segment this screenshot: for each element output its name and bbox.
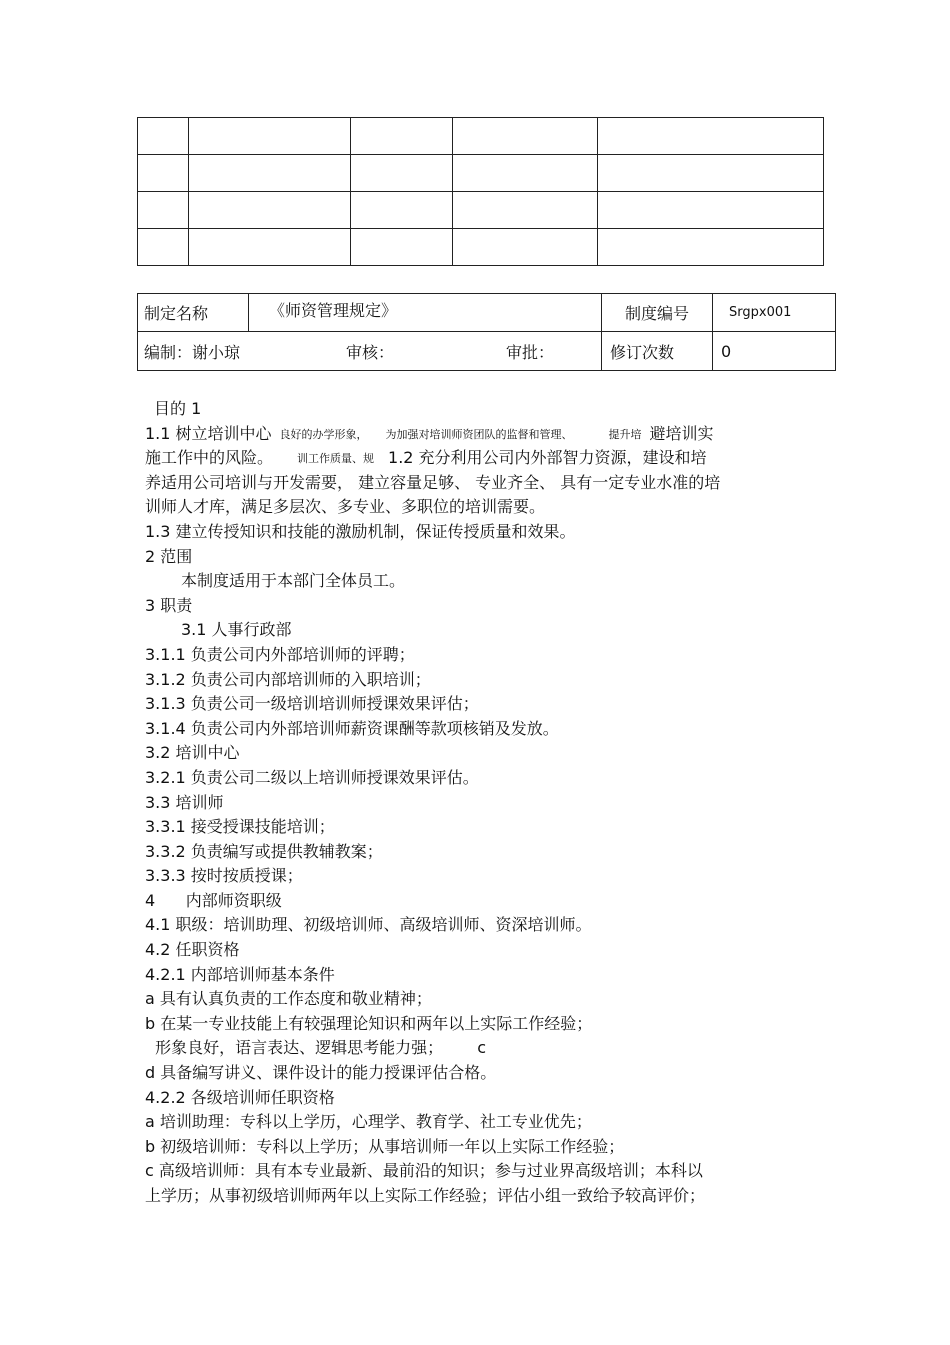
text-run: 为加强对培训师资团队的监督和管理、	[385, 427, 573, 441]
editor: 编制：谢小琼	[144, 342, 241, 362]
text-run: 施工作中的风险。	[145, 448, 274, 468]
paragraph: 3.1.3 负责公司一级培训培训师授课效果评估；	[145, 694, 479, 714]
paragraph: 目的 1	[154, 399, 202, 418]
paragraph: 3.2.1 负责公司二级以上培训师授课效果评估。	[145, 767, 479, 787]
paragraph	[145, 422, 810, 447]
paragraph	[145, 1036, 810, 1061]
paragraph: 养适用公司培训与开发需要， 建立容量足够、 专业齐全、 具有一定专业水准的培	[145, 472, 721, 492]
approver: 审批：	[506, 342, 555, 362]
paragraph: 4.1 职级：培训助理、初级培训师、高级培训师、资深培训师。	[145, 915, 592, 935]
paragraph: 训师人才库，满足多层次、多专业、多职位的培训需要。	[145, 497, 546, 517]
paragraph: a 培训助理：专科以上学历，心理学、教育学、社工专业优先；	[145, 1112, 592, 1132]
section-heading: 4.2 任职资格	[145, 940, 240, 960]
number-value: Srgpx001	[713, 294, 836, 332]
section-heading: 3.1 人事行政部	[181, 620, 292, 640]
section-heading: 2 范围	[145, 546, 193, 566]
paragraph: c 高级培训师：具有本专业最新、最前沿的知识；参与过业界高级培训；本科以	[145, 1161, 703, 1181]
name-value: 《师资管理规定》	[249, 294, 602, 332]
text-run: 避培训实	[649, 423, 714, 443]
paragraph: 3.3.1 接受授课技能培训；	[145, 817, 335, 837]
paragraph: 3.3.2 负责编写或提供教辅教案；	[145, 841, 383, 861]
section-heading: 4.2.2 各级培训师任职资格	[145, 1087, 335, 1107]
section-heading: 3 职责	[145, 595, 193, 615]
paragraph: 3.1.2 负责公司内部培训师的入职培训；	[145, 669, 431, 689]
section-heading: 3.2 培训中心	[145, 743, 240, 763]
reviewer: 审核：	[346, 342, 395, 362]
document-header-table	[137, 293, 836, 371]
table-row	[138, 192, 824, 229]
paragraph: 3.1.1 负责公司内外部培训师的评聘；	[145, 644, 415, 664]
paragraph: 本制度适用于本部门全体员工。	[181, 571, 406, 591]
section-heading: 3.3 培训师	[145, 792, 224, 812]
paragraph: b 初级培训师：专科以上学历；从事培训师一年以上实际工作经验；	[145, 1136, 625, 1156]
signoff-cell	[138, 332, 602, 371]
text-run: 训工作质量、规	[297, 452, 375, 466]
paragraph: d 具备编写讲义、课件设计的能力授课评估合格。	[145, 1063, 497, 1083]
table-row	[138, 118, 824, 155]
text-run: c	[477, 1038, 486, 1058]
paragraph: 1.3 建立传授知识和技能的激励机制，保证传授质量和效果。	[145, 521, 576, 541]
table-row	[138, 229, 824, 266]
paragraph	[145, 446, 810, 471]
text-run: 1.2 充分利用公司内外部智力资源，建设和培	[388, 448, 707, 468]
revision-value: 0	[713, 332, 836, 371]
paragraph: 3.3.3 按时按质授课；	[145, 866, 303, 886]
name-label: 制定名称	[138, 294, 249, 332]
number-label: 制度编号	[602, 294, 713, 332]
text-run: 良好的办学形象，	[279, 427, 368, 441]
document-body	[145, 397, 810, 1209]
paragraph: b 在某一专业技能上有较强理论知识和两年以上实际工作经验；	[145, 1013, 593, 1033]
text-run: 1.1 树立培训中心	[145, 423, 272, 443]
paragraph: 上学历；从事初级培训师两年以上实际工作经验；评估小组一致给予较高评价；	[145, 1186, 706, 1205]
table-row	[138, 332, 836, 371]
table-row	[138, 294, 836, 332]
revision-label: 修订次数	[602, 332, 713, 371]
text-run: 形象良好，语言表达、逻辑思考能力强；	[145, 1038, 444, 1058]
paragraph: a 具有认真负责的工作态度和敬业精神；	[145, 989, 432, 1009]
section-heading: 4.2.1 内部培训师基本条件	[145, 964, 335, 984]
paragraph: 3.1.4 负责公司内外部培训师薪资课酬等款项核销及发放。	[145, 718, 559, 738]
section-heading: 4 内部师资职级	[145, 890, 282, 910]
table-row	[138, 155, 824, 192]
blank-table	[137, 117, 824, 266]
text-run: 提升培	[608, 427, 642, 441]
